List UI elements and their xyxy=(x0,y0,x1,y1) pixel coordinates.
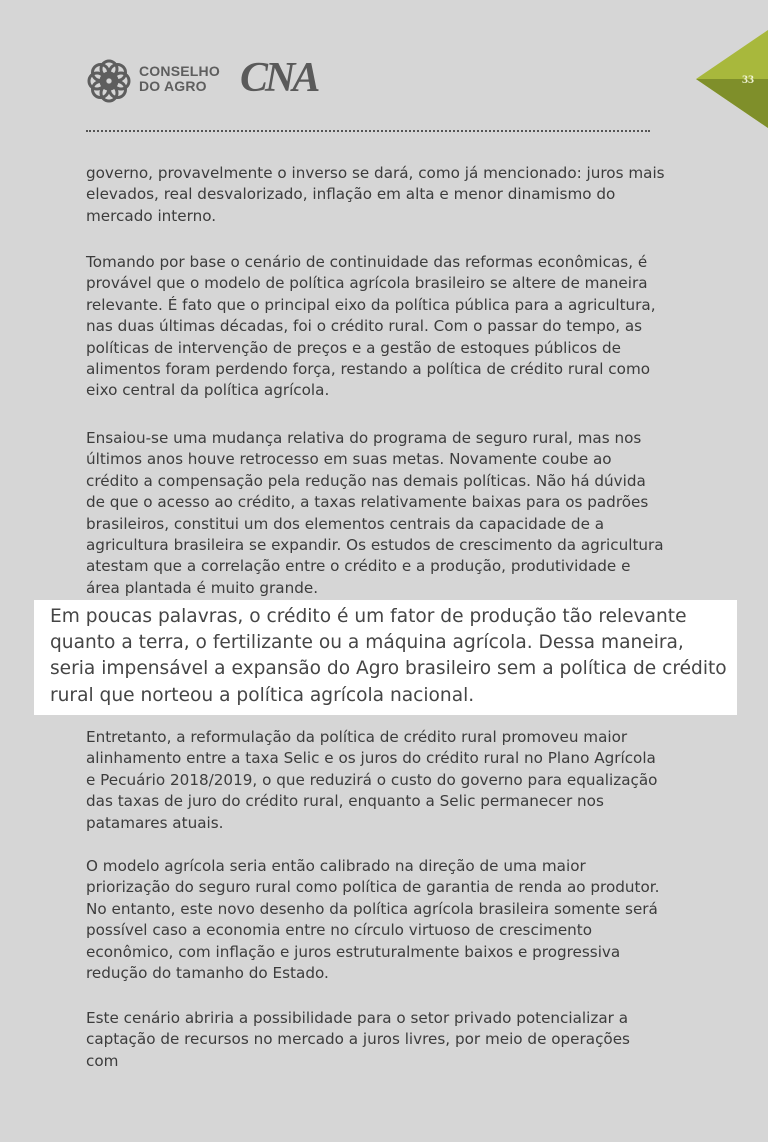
conselho-logo-icon xyxy=(86,58,132,104)
paragraph-4: Entretanto, a reformulação da política de crédito rural promoveu maior alinhamento entre a taxa Selic e os juros do crédito rural no Plano Agrícola e Pecuário 2018/2019, o que reduzirá o custo do governo para equalização das taxas de juro do crédito rural, enquanto a Selic permanecer nos patamares atuais. xyxy=(86,728,658,832)
logo-line-2: DO AGRO xyxy=(139,78,207,94)
header-divider xyxy=(86,130,650,132)
paragraph-3: Ensaiou-se uma mudança relativa do programa de seguro rural, mas nos últimos anos houve retrocesso em suas metas. Novamente coube ao crédito a compensação pela redução nas demais políticas. Não há dúvida de que o acesso ao crédito, a taxas relativamente baixas para os padrões brasileiros, constitui um dos elementos centrais da capacidade de a agricultura brasileira se expandir. Os estudos de crescimento da agricultura atestam que a correlação entre o crédito e a produção, produtividade e área plantada é muito grande. xyxy=(86,429,664,597)
paragraph-5: O modelo agrícola seria então calibrado na direção de uma maior priorização do seguro rural como política de garantia de renda ao produtor. No entanto, este novo desenho da política agrícola brasileira somente será possível caso a economia entre no círculo virtuoso de crescimento econômico, com inflação e juros estruturalmente baixos e progressiva redução do tamanho do Estado. xyxy=(86,857,660,983)
pull-quote-text: Em poucas palavras, o crédito é um fator de produção tão relevante quanto a terra, o fertilizante ou a máquina agrícola. Dessa maneira, seria impensável a expansão do Agro brasileiro sem a política de crédito rural que norteou a política agrícola nacional. xyxy=(50,606,727,706)
cna-logo: CNA xyxy=(240,55,318,101)
conselho-logo-text xyxy=(139,64,220,94)
paragraph-1: governo, provavelmente o inverso se dará, como já mencionado: juros mais elevados, real desvalorizado, inflação em alta e menor dinamismo do mercado interno. xyxy=(86,164,665,225)
page-corner-tab xyxy=(696,30,768,128)
paragraph-2: Tomando por base o cenário de continuidade das reformas econômicas, é provável que o modelo de política agrícola brasileiro se altere de maneira relevante. É fato que o principal eixo da política pública para a agricultura, nas duas últimas décadas, foi o crédito rural. Com o passar do tempo, as políticas de intervenção de preços e a gestão de estoques públicos de alimentos foram perdendo força, restando a política de crédito rural como eixo central da política agrícola. xyxy=(86,253,656,400)
logo-line-1: CONSELHO xyxy=(139,63,220,79)
page-header xyxy=(0,0,768,140)
paragraph-6: Este cenário abriria a possibilidade para o setor privado potencializar a captação de recursos no mercado a juros livres, por meio de operações com xyxy=(86,1009,630,1070)
page-number: 33 xyxy=(742,72,754,86)
